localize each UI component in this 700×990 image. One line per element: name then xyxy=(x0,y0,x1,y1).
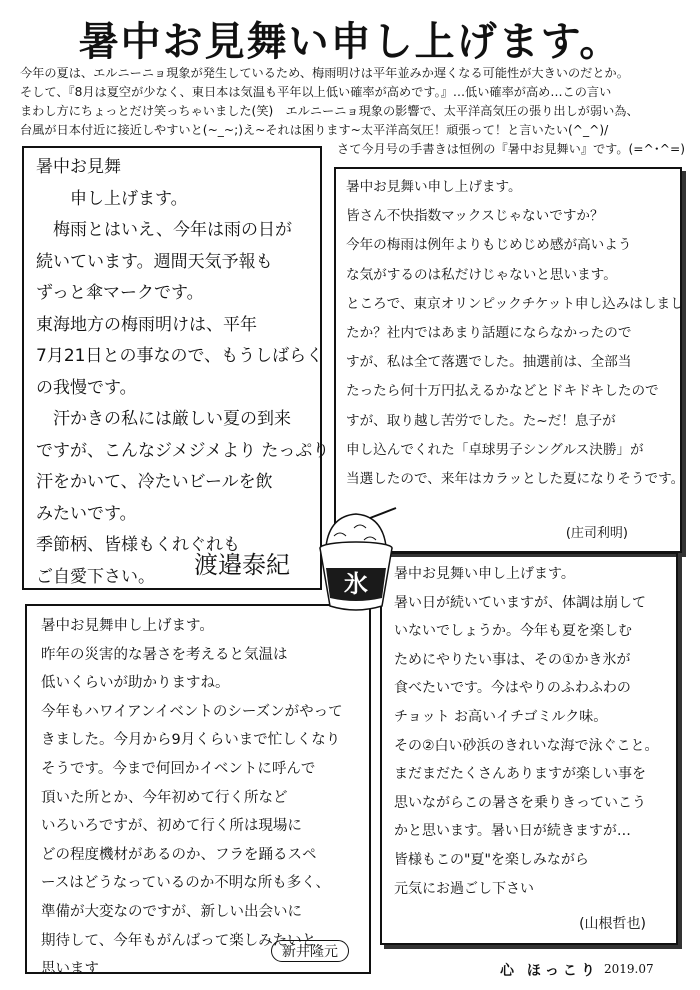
message-line: 思いながらこの暑さを乗りきっていこう xyxy=(394,794,646,811)
page-title: 暑中お見舞い申し上げます。 xyxy=(78,19,622,65)
message-line: 暑中お見舞 xyxy=(36,157,121,177)
message-line: 暑中お見舞い申し上げます。 xyxy=(394,566,575,582)
intro-line: さて今月号の手書きは恒例の『暑中お見舞い』です。(=^･^=) xyxy=(337,142,685,156)
intro-line: まわし方にちょっとだけ笑っちゃいました(笑) エルニーニョ現象の影響で、太平洋高気圧の張り出しが弱い為、 xyxy=(20,104,639,118)
message-line: いろいろですが、初めて行く所は現場に xyxy=(41,818,302,835)
ice-flag-text: 氷 xyxy=(344,570,368,598)
message-line: 低いくらいが助かりますね。 xyxy=(41,675,230,692)
message-body xyxy=(346,173,685,494)
message-line: そうです。今まで何回かイベントに呼んで xyxy=(41,760,316,777)
intro-line: 今年の夏は、エルニーニョ現象が発生しているため、梅雨明けは平年並みか遅くなる可能性が大きいのだとか。 xyxy=(20,66,629,80)
footer-logo: 心 ほっこり xyxy=(500,963,599,979)
message-line: 7月21日との事なので、もうしばらく xyxy=(36,346,324,366)
message-line: ご自愛下さい。 xyxy=(36,566,155,587)
message-line: 頂いた所とか、今年初めて行く所など xyxy=(41,789,288,806)
message-line: ずっと傘マークです。 xyxy=(36,283,204,303)
message-line: 梅雨とはいえ、今年は雨の日が xyxy=(36,220,293,240)
message-line: 期待して、今年もがんばって楽しみたいと xyxy=(41,932,317,949)
message-line: 申し上げます。 xyxy=(36,188,188,209)
message-line: 暑中お見舞申し上げます。 xyxy=(41,618,214,634)
message-line: ためにやりたい事は、その①かき氷が xyxy=(394,651,631,668)
message-line: どの程度機材があるのか、フラを踊るスペ xyxy=(41,846,317,863)
message-line: みたいです。 xyxy=(36,503,137,524)
message-line: 思います xyxy=(41,961,99,978)
message-body xyxy=(41,612,369,984)
message-line: 季節柄、皆様もくれぐれも xyxy=(36,535,240,555)
message-line: たったら何十万円払えるかなどとドキドキしたので xyxy=(346,383,659,400)
message-box-arai xyxy=(25,604,371,978)
message-line: 当選したので、来年はカラッとした夏になりそうです。 xyxy=(346,471,685,488)
message-line: きました。今月から9月くらいまで忙しくなり xyxy=(41,732,341,749)
message-line: すが、私は全て落選でした。抽選前は、全部当 xyxy=(346,354,632,371)
message-line: その②白い砂浜のきれいな海で泳ぐこと。 xyxy=(394,737,659,754)
message-box-shoji xyxy=(334,167,685,553)
message-line: 元気にお過ごし下さい xyxy=(394,880,534,897)
message-line: 今年もハワイアンイベントのシーズンがやって xyxy=(41,703,343,720)
message-line: たか？社内ではあまり話題にならなかったので xyxy=(346,325,632,342)
message-line: まだまだたくさんありますが楽しい事を xyxy=(394,766,646,783)
message-box-yamane xyxy=(380,552,678,945)
signature: (山根哲也) xyxy=(579,916,646,932)
shaved-ice-illustration xyxy=(308,506,404,616)
signature: (庄司利明) xyxy=(565,526,628,541)
message-line: 準備が大変なのですが、新しい出会いに xyxy=(41,903,302,920)
message-line: 暑い日が続いていますが、体調は崩して xyxy=(394,594,646,611)
intro-line: そして、『8月は夏空が少なく、東日本は気温も平年以上低い確率が高めです。』…低い確率が高め…この言い xyxy=(20,85,612,99)
message-line: 汗をかいて、冷たいビールを飲 xyxy=(36,472,273,492)
footer-date: 2019.07 xyxy=(604,962,654,976)
message-line: 暑中お見舞い申し上げます。 xyxy=(346,179,522,195)
message-line: 汗かきの私には厳しい夏の到来 xyxy=(36,409,291,429)
message-line: 皆さん不快指数マックスじゃないですか？ xyxy=(346,208,604,225)
message-line: 今年の梅雨は例年よりもじめじめ感が高いよう xyxy=(346,237,632,254)
message-line: 続いています。週間天気予報も xyxy=(36,251,273,272)
signature: 渡邉泰紀 xyxy=(194,551,290,579)
message-line: すが、取り越し苦労でした。た~だ！息子が xyxy=(346,412,616,429)
message-body xyxy=(36,152,330,593)
message-line: な気がするのは私だけじゃないと思います。 xyxy=(346,266,617,283)
message-line: 東海地方の梅雨明けは、平年 xyxy=(36,314,257,335)
message-line: 申し込んでくれた「卓球男子シングルス決勝」が xyxy=(346,441,644,458)
message-line: 皆様もこの"夏"を楽しみながら xyxy=(394,851,589,868)
intro-text xyxy=(20,64,685,159)
message-line: 昨年の災害的な暑さを考えると気温は xyxy=(41,646,288,663)
message-line: チョット お高いイチゴミルク味。 xyxy=(394,708,608,725)
message-line: の我慢です。 xyxy=(36,377,137,398)
message-line: ところで、東京オリンピックチケット申し込みはしまし xyxy=(346,295,684,312)
message-box-watanabe xyxy=(22,146,330,590)
message-line: ースはどうなっているのか不明な所も多く、 xyxy=(41,875,330,892)
message-line: 食べたいです。今はやりのふわふわの xyxy=(394,680,631,697)
signature: 新井隆元 xyxy=(271,940,349,962)
message-line: いないでしょうか。今年も夏を楽しむ xyxy=(394,623,632,640)
intro-line: 台風が日本付近に接近しやすいと(~_~;)え~それは困ります~太平洋高気圧！頑張って！と言いたい(^_^)/ xyxy=(20,123,609,137)
message-line: かと思います。暑い日が続きますが… xyxy=(394,823,631,840)
message-body xyxy=(394,560,676,903)
message-line: ですが、こんなジメジメより たっぷり xyxy=(36,440,330,461)
